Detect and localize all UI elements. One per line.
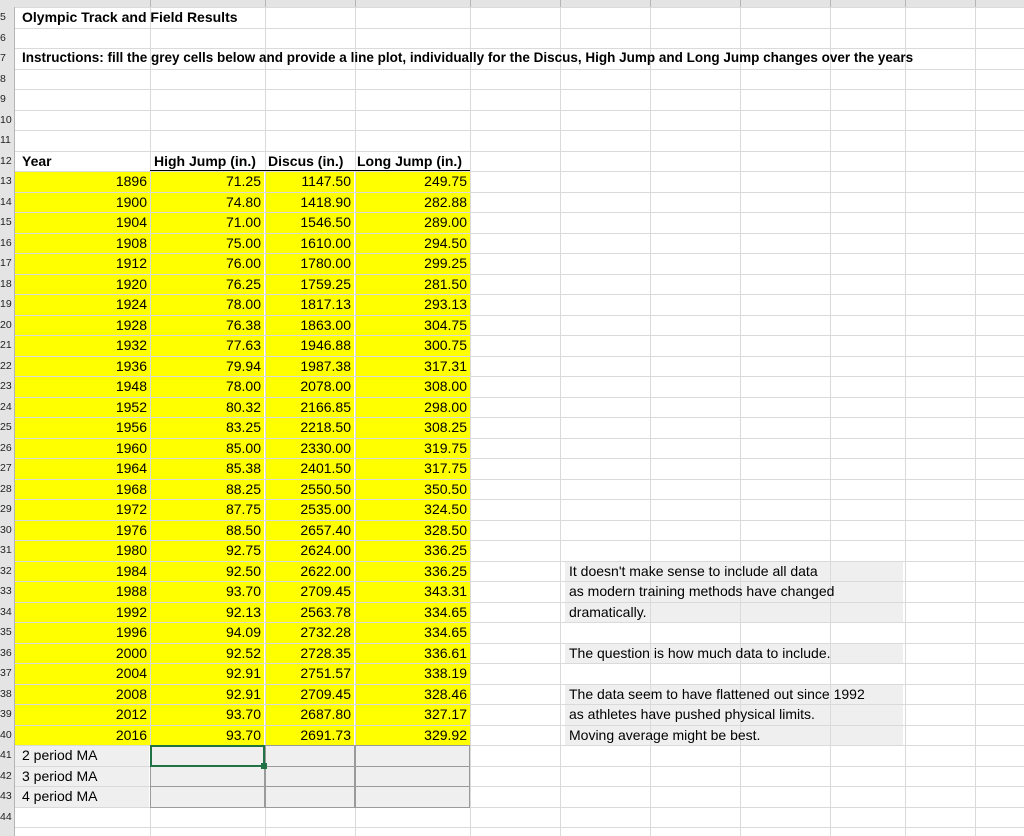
note-line: as modern training methods have changed <box>569 583 835 599</box>
cell-year[interactable]: 1952 <box>115 398 147 415</box>
cell-year[interactable]: 2016 <box>115 726 147 743</box>
ma-input-cell[interactable] <box>265 766 355 788</box>
ma-input-cell[interactable] <box>355 786 470 808</box>
cell-year[interactable]: 2012 <box>115 706 147 722</box>
cell-high-jump[interactable]: 74.80 <box>225 193 261 210</box>
column-separator <box>265 0 266 7</box>
cell-long-jump[interactable]: 336.25 <box>424 542 467 558</box>
cell-long-jump[interactable]: 317.75 <box>424 460 467 476</box>
row-number[interactable]: 31 <box>0 544 12 556</box>
row-number[interactable]: 11 <box>0 134 11 146</box>
cell-year[interactable]: 1980 <box>115 542 147 558</box>
row-number[interactable]: 40 <box>0 728 12 741</box>
ma-label[interactable]: 3 period MA <box>22 767 98 784</box>
row-number[interactable]: 6 <box>0 31 6 44</box>
row-number[interactable]: 36 <box>0 646 12 659</box>
row-gridline <box>15 69 1024 70</box>
cell-high-jump[interactable]: 76.25 <box>225 275 261 292</box>
cell-year[interactable]: 1996 <box>115 624 147 640</box>
column-separator <box>975 0 976 7</box>
row-number[interactable]: 42 <box>0 769 12 782</box>
row-number[interactable]: 24 <box>0 400 12 413</box>
row-number[interactable]: 20 <box>0 318 12 331</box>
cell-year[interactable]: 1928 <box>115 316 147 333</box>
cell-discus[interactable]: 2691.73 <box>300 726 351 743</box>
cell-discus[interactable]: 1987.38 <box>300 357 351 374</box>
cell-discus[interactable]: 1863.00 <box>300 316 351 333</box>
row-number[interactable]: 34 <box>0 605 12 618</box>
cell-year[interactable]: 1936 <box>115 357 147 374</box>
column-gridline <box>560 7 561 836</box>
row-gridline <box>15 827 1024 828</box>
cell-long-jump[interactable]: 329.92 <box>424 726 467 743</box>
cell-discus[interactable]: 2728.35 <box>300 644 351 661</box>
cell-year[interactable]: 1992 <box>115 603 147 620</box>
cell-long-jump[interactable]: 327.17 <box>424 706 467 722</box>
cell-high-jump[interactable]: 76.00 <box>225 255 261 271</box>
row-number[interactable]: 26 <box>0 441 12 454</box>
cell-high-jump[interactable]: 92.13 <box>225 603 261 620</box>
ma-input-cell[interactable] <box>265 745 355 767</box>
cell-discus[interactable]: 2563.78 <box>300 603 351 620</box>
cell-year[interactable]: 2008 <box>115 685 147 702</box>
cell-long-jump[interactable]: 293.13 <box>424 296 467 312</box>
cell-discus[interactable]: 2709.45 <box>300 583 351 599</box>
cell-discus[interactable]: 2732.28 <box>300 624 351 640</box>
note-line: It doesn't make sense to include all data <box>569 562 818 579</box>
cell-year[interactable]: 1972 <box>115 501 147 517</box>
cell-year[interactable]: 1984 <box>115 562 147 579</box>
row-number[interactable]: 32 <box>0 564 12 577</box>
cell-high-jump[interactable]: 83.25 <box>225 419 261 435</box>
cell-discus[interactable]: 1759.25 <box>300 275 351 292</box>
cell-high-jump[interactable]: 94.09 <box>225 624 261 640</box>
cell-long-jump[interactable]: 299.25 <box>424 255 467 271</box>
cell-year[interactable]: 1932 <box>115 337 147 353</box>
column-separator <box>560 0 561 7</box>
cell-year[interactable]: 1904 <box>115 214 147 230</box>
row-gridline <box>15 110 1024 111</box>
column-separator <box>470 0 471 7</box>
note-line: dramatically. <box>569 603 647 620</box>
note-line: Moving average might be best. <box>569 726 761 743</box>
cell-year[interactable]: 1912 <box>115 255 147 271</box>
cell-long-jump[interactable]: 350.50 <box>424 480 467 497</box>
cell-long-jump[interactable]: 328.50 <box>424 521 467 538</box>
column-separator <box>830 0 831 7</box>
row-number[interactable]: 29 <box>0 503 12 515</box>
cell-long-jump[interactable]: 298.00 <box>424 398 467 415</box>
cell-high-jump[interactable]: 78.00 <box>225 296 261 312</box>
cell-long-jump[interactable]: 336.25 <box>424 562 467 579</box>
column-separator <box>650 0 651 7</box>
cell-discus[interactable]: 2624.00 <box>300 542 351 558</box>
ma-label[interactable]: 2 period MA <box>22 747 98 763</box>
cell-high-jump[interactable]: 71.25 <box>225 173 261 189</box>
cell-discus[interactable]: 2078.00 <box>300 378 351 394</box>
cell-long-jump[interactable]: 328.46 <box>424 685 467 702</box>
cell-high-jump[interactable]: 88.25 <box>225 480 261 497</box>
cell-high-jump[interactable]: 92.75 <box>225 542 261 558</box>
row-number[interactable]: 18 <box>0 277 12 290</box>
cell-high-jump[interactable]: 93.70 <box>225 583 261 599</box>
row-number[interactable]: 10 <box>0 113 12 126</box>
cell-discus[interactable]: 2330.00 <box>300 439 351 456</box>
cell-high-jump[interactable]: 92.52 <box>225 644 261 661</box>
cell-long-jump[interactable]: 317.31 <box>424 357 467 374</box>
column-gridline <box>975 7 976 836</box>
cell-discus[interactable]: 2622.00 <box>300 562 351 579</box>
cell-long-jump[interactable]: 249.75 <box>424 173 467 189</box>
row-number[interactable]: 7 <box>0 52 6 64</box>
cell-high-jump[interactable]: 92.91 <box>225 665 261 681</box>
cell-long-jump[interactable]: 334.65 <box>424 624 467 640</box>
cell-high-jump[interactable]: 79.94 <box>225 357 261 374</box>
cell-high-jump[interactable]: 76.38 <box>225 316 261 333</box>
cell-discus[interactable]: 1780.00 <box>300 255 351 271</box>
selected-cell[interactable] <box>150 745 265 767</box>
cell-discus[interactable]: 2687.80 <box>300 706 351 722</box>
row-number[interactable]: 19 <box>0 298 12 310</box>
row-number[interactable]: 13 <box>0 175 12 187</box>
row-number[interactable]: 16 <box>0 236 12 249</box>
cell-discus[interactable]: 1817.13 <box>300 296 351 312</box>
row-number[interactable]: 43 <box>0 790 12 802</box>
cell-year[interactable]: 1988 <box>115 583 147 599</box>
row-number[interactable]: 21 <box>0 339 12 351</box>
cell-year[interactable]: 1908 <box>115 234 147 251</box>
row-number[interactable]: 39 <box>0 708 12 720</box>
cell-high-jump[interactable]: 71.00 <box>225 214 261 230</box>
cell-high-jump[interactable]: 92.50 <box>225 562 261 579</box>
row-number[interactable]: 23 <box>0 380 12 392</box>
cell-long-jump[interactable]: 289.00 <box>424 214 467 230</box>
cell-discus[interactable]: 1610.00 <box>300 234 351 251</box>
row-number[interactable]: 15 <box>0 216 12 228</box>
header-long-jump[interactable]: Long Jump (in.) <box>357 152 462 169</box>
cell-year[interactable]: 2000 <box>115 644 147 661</box>
row-number[interactable]: 27 <box>0 462 12 474</box>
cell-high-jump[interactable]: 85.38 <box>225 460 261 476</box>
cell-discus[interactable]: 2657.40 <box>300 521 351 538</box>
cell-long-jump[interactable]: 282.88 <box>424 193 467 210</box>
cell-long-jump[interactable]: 308.25 <box>424 419 467 435</box>
row-gridline <box>15 28 1024 29</box>
row-number[interactable]: 5 <box>0 11 6 23</box>
cell-year[interactable]: 1956 <box>115 419 147 435</box>
row-number[interactable]: 37 <box>0 667 12 679</box>
ma-input-cell[interactable] <box>150 786 265 808</box>
row-number[interactable]: 30 <box>0 523 12 536</box>
cell-high-jump[interactable]: 87.75 <box>225 501 261 517</box>
cell-long-jump[interactable]: 343.31 <box>424 583 467 599</box>
cell-high-jump[interactable]: 93.70 <box>225 706 261 722</box>
cell-high-jump[interactable]: 78.00 <box>225 378 261 394</box>
cell-long-jump[interactable]: 281.50 <box>424 275 467 292</box>
row-number[interactable]: 28 <box>0 482 12 495</box>
row-number[interactable]: 14 <box>0 195 12 208</box>
cell-high-jump[interactable]: 80.32 <box>225 398 261 415</box>
row-number[interactable]: 12 <box>0 154 12 167</box>
cell-year[interactable]: 1920 <box>115 275 147 292</box>
row-number[interactable]: 17 <box>0 257 12 269</box>
cell-year[interactable]: 1924 <box>115 296 147 312</box>
column-gridline <box>905 7 906 836</box>
column-gridline <box>830 7 831 836</box>
header-high-jump[interactable]: High Jump (in.) <box>154 152 256 169</box>
row-number[interactable]: 41 <box>0 749 12 761</box>
row-number[interactable]: 35 <box>0 626 12 638</box>
cell-high-jump[interactable]: 88.50 <box>225 521 261 538</box>
instructions-text: Instructions: fill the grey cells below and provide a line plot, individually for the Discus, High Jump and Long Jump changes over the years <box>22 50 914 65</box>
cell-long-jump[interactable]: 294.50 <box>424 234 467 251</box>
column-separator <box>150 0 151 7</box>
cell-year[interactable]: 1960 <box>115 439 147 456</box>
cell-long-jump[interactable]: 304.75 <box>424 316 467 333</box>
cell-high-jump[interactable]: 93.70 <box>225 726 261 743</box>
column-separator <box>740 0 741 7</box>
header-year[interactable]: Year <box>22 152 52 169</box>
header-discus[interactable]: Discus (in.) <box>268 152 344 169</box>
cell-high-jump[interactable]: 77.63 <box>225 337 261 353</box>
cell-discus[interactable]: 1418.90 <box>300 193 351 210</box>
cell-discus[interactable]: 2709.45 <box>300 685 351 702</box>
cell-high-jump[interactable]: 75.00 <box>225 234 261 251</box>
sheet-title: Olympic Track and Field Results <box>22 9 238 25</box>
ma-input-cell[interactable] <box>150 766 265 788</box>
cell-long-jump[interactable]: 319.75 <box>424 439 467 456</box>
ma-input-cell[interactable] <box>355 745 470 767</box>
cell-long-jump[interactable]: 324.50 <box>424 501 467 517</box>
cell-discus[interactable]: 2218.50 <box>300 419 351 435</box>
cell-discus[interactable]: 2550.50 <box>300 480 351 497</box>
cell-long-jump[interactable]: 334.65 <box>424 603 467 620</box>
row-gridline <box>15 130 1024 131</box>
cell-long-jump[interactable]: 336.61 <box>424 644 467 661</box>
cell-discus[interactable]: 1946.88 <box>300 337 351 353</box>
row-number[interactable]: 22 <box>0 359 12 372</box>
cell-long-jump[interactable]: 338.19 <box>424 665 467 681</box>
cell-year[interactable]: 2004 <box>115 665 147 681</box>
fill-handle[interactable] <box>261 763 267 769</box>
row-number[interactable]: 38 <box>0 687 12 700</box>
ma-label[interactable]: 4 period MA <box>22 788 98 804</box>
cell-high-jump[interactable]: 92.91 <box>225 685 261 702</box>
cell-discus[interactable]: 2535.00 <box>300 501 351 517</box>
cell-discus[interactable]: 1546.50 <box>300 214 351 230</box>
cell-year[interactable]: 1900 <box>115 193 147 210</box>
column-separator <box>905 0 906 7</box>
cell-year[interactable]: 1948 <box>115 378 147 394</box>
row-number[interactable]: 44 <box>0 810 12 823</box>
cell-discus[interactable]: 2751.57 <box>300 665 351 681</box>
cell-year[interactable]: 1968 <box>115 480 147 497</box>
row-number[interactable]: 33 <box>0 585 12 597</box>
note-line: The data seem to have flattened out since 1992 <box>569 685 865 702</box>
row-number[interactable]: 8 <box>0 72 6 85</box>
note-line: The question is how much data to include. <box>569 644 831 661</box>
ma-input-cell[interactable] <box>355 766 470 788</box>
cell-year[interactable]: 1896 <box>115 173 147 189</box>
cell-discus[interactable]: 2166.85 <box>300 398 351 415</box>
cell-year[interactable]: 1976 <box>115 521 147 538</box>
cell-discus[interactable]: 2401.50 <box>300 460 351 476</box>
ma-input-cell[interactable] <box>265 786 355 808</box>
row-number[interactable]: 9 <box>0 93 6 105</box>
cell-high-jump[interactable]: 85.00 <box>225 439 261 456</box>
column-separator <box>355 0 356 7</box>
cell-discus[interactable]: 1147.50 <box>301 173 351 189</box>
row-gridline <box>15 89 1024 90</box>
cell-long-jump[interactable]: 300.75 <box>424 337 467 353</box>
cell-year[interactable]: 1964 <box>115 460 147 476</box>
cell-long-jump[interactable]: 308.00 <box>424 378 467 394</box>
row-number[interactable]: 25 <box>0 421 12 433</box>
note-line: as athletes have pushed physical limits. <box>569 706 815 722</box>
column-gridline <box>470 7 471 836</box>
